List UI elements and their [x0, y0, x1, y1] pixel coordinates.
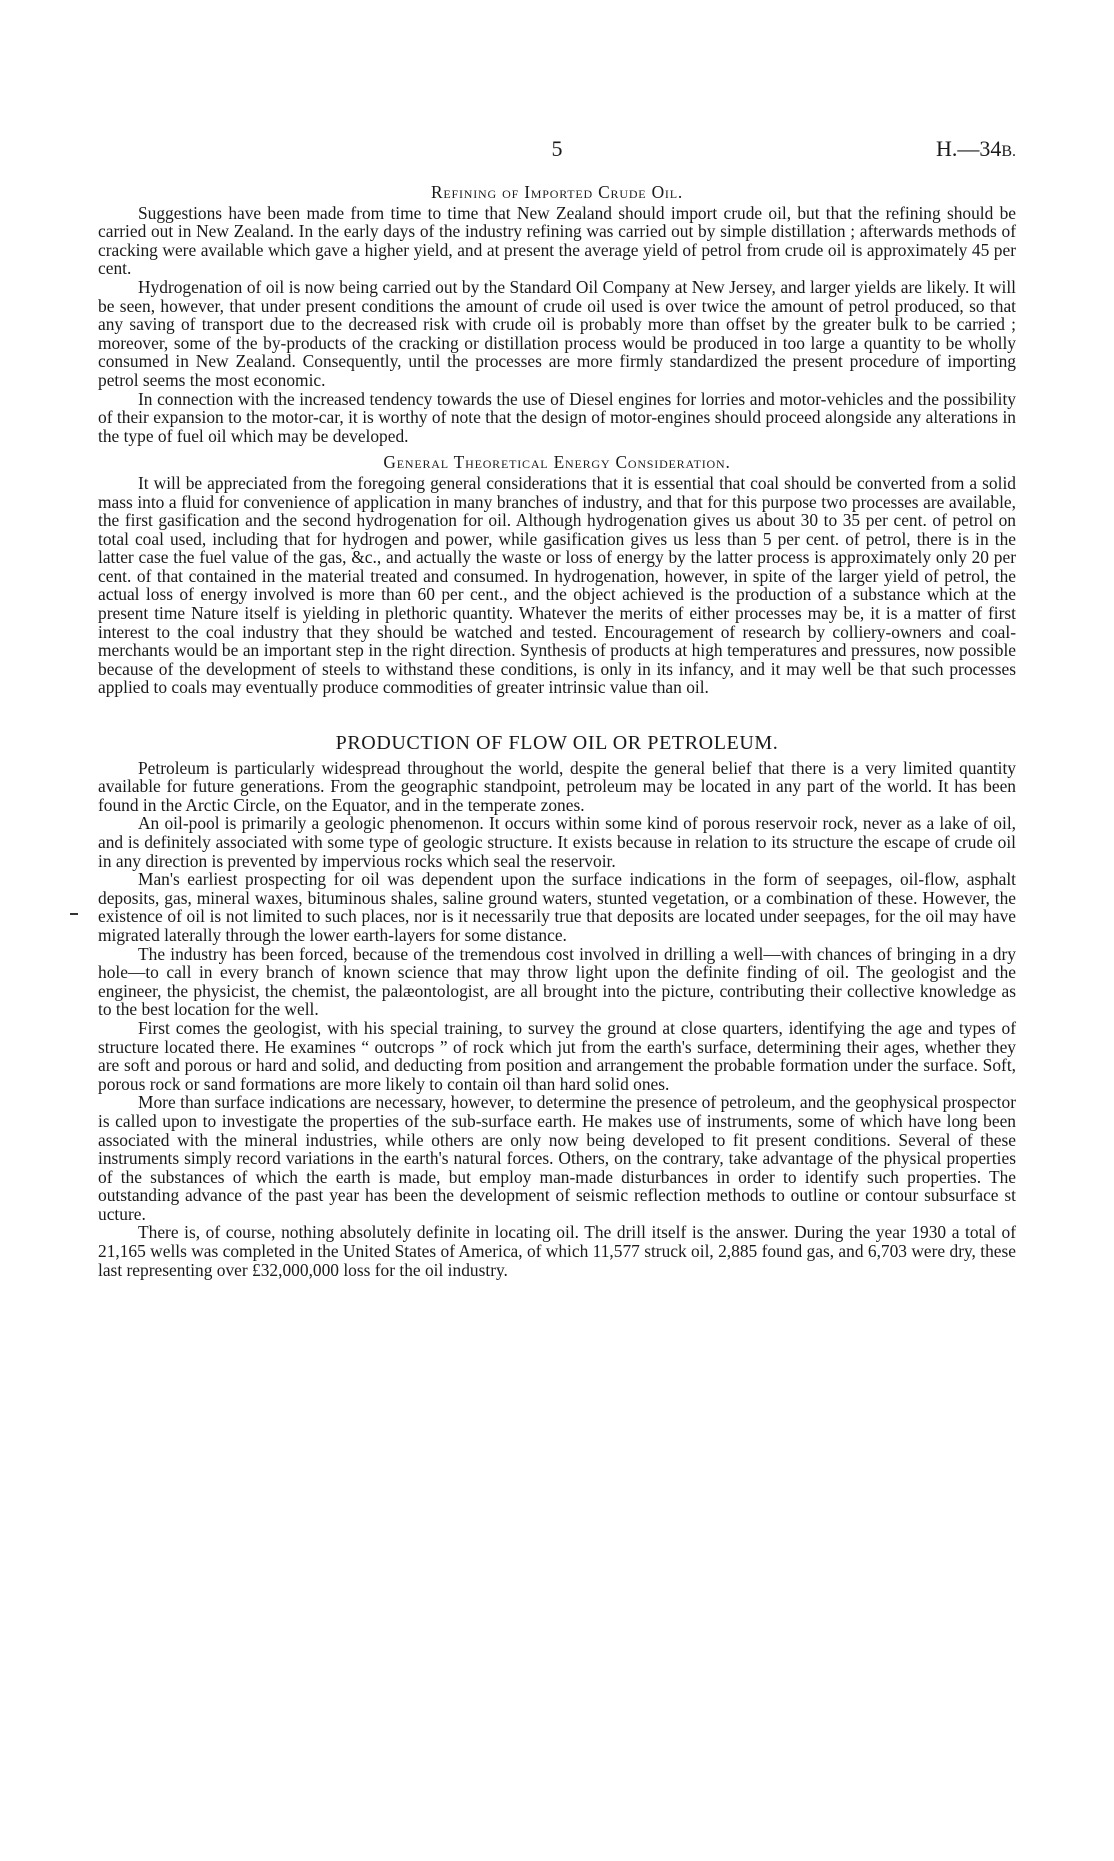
document-reference [936, 136, 1016, 162]
margin-mark [70, 913, 78, 915]
production-paragraph-6: More than surface indications are necessary, however, to determine the presence of petroleum, and the geophysical prospector is called upon to investigate the properties of the sub-surface earth. He makes use of instruments, some of which have long been associated with the mineral industries, while others are only now being developed to fit present conditions. Several of these instruments simply record variations in the earth's natural forces. Others, on the contrary, take advantage of the physical properties of the substances of which the earth is made, but employ man-made disturbances in order to identify such properties. The outstanding advance of the past year has been the development of seismic reflection methods to outline or contour subsurface st ucture. [98, 1092, 1016, 1224]
refining-heading: Refining of Imported Crude Oil. [430, 182, 684, 202]
production-paragraph-2: An oil-pool is primarily a geologic phenomenon. It occurs within some kind of porous reservoir rock, never as a lake of oil, and is definitely associated with some type of geologic structure. It exists because in relation to its structure the escape of crude oil in any direction is prevented by impervious rocks which seal the reservoir. [98, 813, 1016, 871]
page-number: 5 [551, 136, 563, 161]
page-header [98, 136, 1016, 166]
document-page [98, 0, 1016, 1861]
production-paragraph-1: Petroleum is particularly widespread throughout the world, despite the general belief that there is a very limited quantity available for future generations. From the geographic standpoint, petroleum may be located in any part of the world. It has been found in the Arctic Circle, on the Equator, and in the temperate zones. [98, 757, 1016, 815]
production-paragraph-4: The industry has been forced, because of the tremendous cost involved in drilling a well—with chances of bringing in a dry hole—to call in every branch of known science that may throw light upon the definite finding of oil. The geologist and the engineer, the physicist, the chemist, the palæontologist, are all brought into the picture, contributing their collective knowledge as to the best location for the well. [98, 943, 1016, 1020]
production-paragraph-3: Man's earliest prospecting for oil was dependent upon the surface indications in the form of seepages, oil-flow, asphalt deposits, gas, mineral waxes, bituminous shales, saline ground waters, stunted vegetation, or a combination of these. However, the existence of oil is not limited to such places, nor is it necessarily true that deposits are located under seepages, for the oil may have migrated laterally through the lower earth-layers for some distance. [98, 869, 1016, 945]
refining-paragraph-3: In connection with the increased tendency towards the use of Diesel engines for lorries and motor-vehicles and the possibility of their expansion to the motor-car, it is worthy of note that the design of motor-engines should proceed alongside any alterations in the type of fuel oil which may be developed. [98, 388, 1016, 446]
page-body [98, 183, 1016, 1279]
energy-heading: General Theoretical Energy Consideration. [383, 452, 731, 473]
section-spacer-large [98, 697, 1016, 734]
production-paragraph-7: There is, of course, nothing absolutely definite in locating oil. The drill itself is the answer. During the year 1930 a total of 21,165 wells was completed in the United States of America, of which 11,577 struck oil, 2,885 found gas, and 6,703 were dry, these last representing over £32,000,000 loss for the oil industry. [98, 1222, 1016, 1280]
document-reference-suffix: B. [1001, 143, 1016, 160]
document-reference-main: H.—34 [935, 136, 1002, 161]
energy-paragraph-1: It will be appreciated from the foregoing general considerations that it is essential that coal should be converted from a solid mass into a fluid for convenience of application in many branches of industry, and that for this purpose two processes are available, the first gasification and the second hydrogenation for oil. Although hydrogenation gives us about 30 to 35 per cent. of petrol on total coal used, including that for hydrogen and power, while gasification gives us less than 5 per cent. of petrol, there is in the latter case the fuel value of the gas, &c., and actually the waste or loss of energy by the latter process is approximately only 20 per cent. of that contained in the material treated and consumed. In hydrogenation, however, in spite of the larger yield of petrol, the actual loss of energy involved is more than 60 per cent., and the object achieved is the production of a substance which at the present time Nature itself is yielding in plethoric quantity. Whatever the merits of either processes may be, it is a matter of first interest to the coal industry that they should be watched and tested. Encouragement of research by colliery-owners and coal-merchants would be an important step in the right direction. Synthesis of products at high temperatures and pressures, now possible because of the development of steels to withstand these conditions, is only in its infancy, and it may well be that such processes applied to coals may eventually produce commodities of greater intrinsic value than oil. [98, 472, 1016, 698]
production-heading: PRODUCTION OF FLOW OIL OR PETROLEUM. [335, 732, 779, 755]
production-paragraph-5: First comes the geologist, with his special training, to survey the ground at close quarters, identifying the age and types of structure located there. He examines “ outcrops ” of rock which jut from the earth's surface, determining their ages, whether they are soft and porous or hard and solid, and deducting from position and arrangement the probable formation under the surface. Soft, porous rock or sand formations are more likely to contain oil than hard solid ones. [98, 1017, 1016, 1094]
refining-paragraph-1: Suggestions have been made from time to time that New Zealand should import crude oil, but that the refining should be carried out in New Zealand. In the early days of the industry refining was carried out by simple distillation ; afterwards methods of cracking were available which gave a higher yield, and at present the average yield of petrol from crude oil is approximately 45 per cent. [98, 202, 1016, 279]
refining-paragraph-2: Hydrogenation of oil is now being carried out by the Standard Oil Company at New Jersey, and larger yields are likely. It will be seen, however, that under present conditions the amount of crude oil used is over twice the amount of petrol produced, so that any saving of transport due to the decreased risk with crude oil is probably more than offset by the greater bulk to be carried ; moreover, some of the by-products of the cracking or distillation process would be produced in too large a quantity to be wholly consumed in New Zealand. Consequently, until the processes are more firmly standardized the present procedure of importing petrol seems the most economic. [98, 276, 1016, 390]
